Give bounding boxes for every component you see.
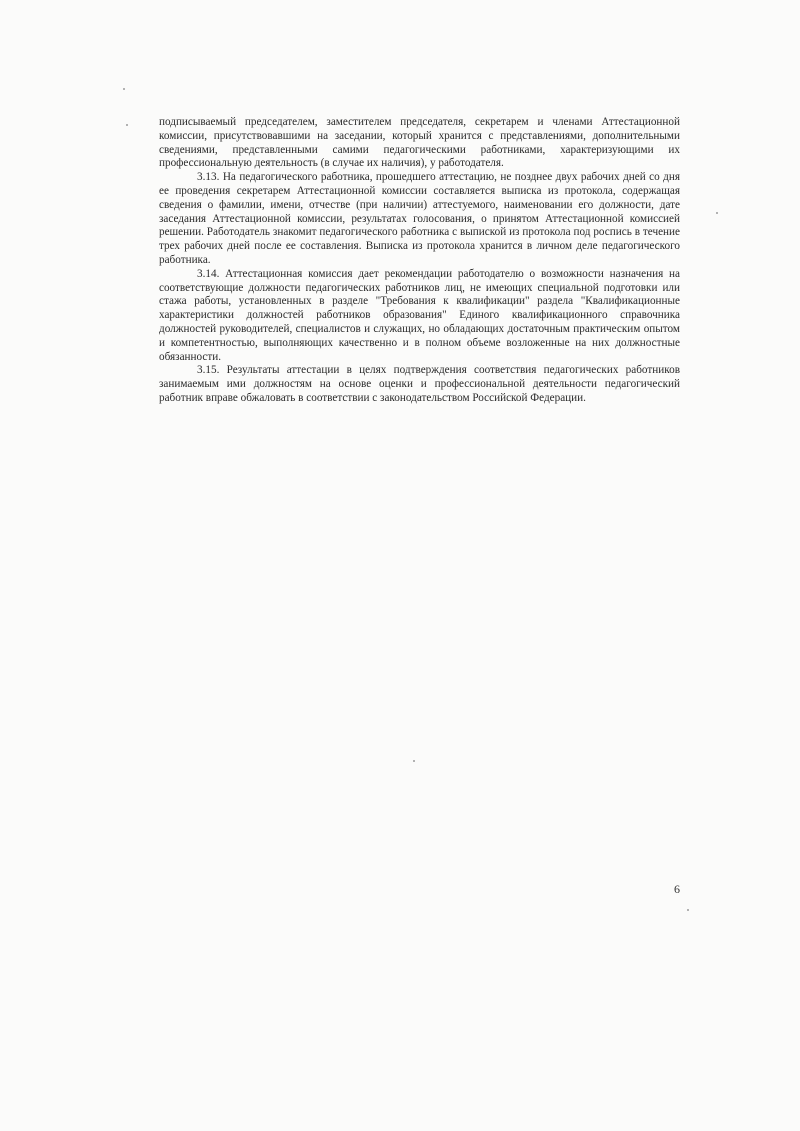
paragraph-clause-3-15: 3.15. Результаты аттестации в целях подтверждения соответствия педагогических работников занимаемым ими должностям на основе оценки и профессиональной деятельности педагогический работник вправе обжаловать в соответствии с законодательством Российской Федерации. (159, 364, 680, 404)
document-body (159, 116, 680, 406)
scan-speck (123, 88, 125, 90)
paragraph-clause-3-14: 3.14. Аттестационная комиссия дает рекомендации работодателю о возможности назначения на соответствующие должности педагогических работников лиц, не имеющих специальной подготовки или стажа работы, установленных в разделе "Требования к квалификации" раздела "Квалификационные характеристики должностей работников образования" Единого квалификационного справочника должностей руководителей, специалистов и служащих, но обладающих достаточным практическим опытом и компетентностью, выполняющих качественно и в полном объеме возложенные на них должностные обязанности. (159, 267, 680, 363)
scan-speck (716, 212, 718, 214)
scan-speck (126, 124, 128, 126)
scan-speck (413, 760, 415, 762)
scan-speck (687, 909, 689, 911)
page-number: 6 (674, 882, 680, 896)
paragraph-clause-3-13: 3.13. На педагогического работника, прошедшего аттестацию, не позднее двух рабочих дней со дня ее проведения секретарем Аттестационной комиссии составляется выписка из протокола, содержащая сведения о фамилии, имени, отчестве (при наличии) аттестуемого, наименовании его должности, дате заседания Аттестационной комиссии, результатах голосования, о принятом Аттестационной комиссией решении. Работодатель знакомит педагогического работника с выпиской из протокола под роспись в течение трех рабочих дней после ее составления. Выписка из протокола хранится в личном деле педагогического работника. (159, 171, 680, 266)
paragraph-continuation: подписываемый председателем, заместителем председателя, секретарем и членами Аттестационной комиссии, присутствовавшими на заседании, который хранится с представлениями, дополнительными сведениями, представленными самими педагогическими работниками, характеризующими их профессиональную деятельность (в случае их наличия), у работодателя. (159, 116, 680, 170)
